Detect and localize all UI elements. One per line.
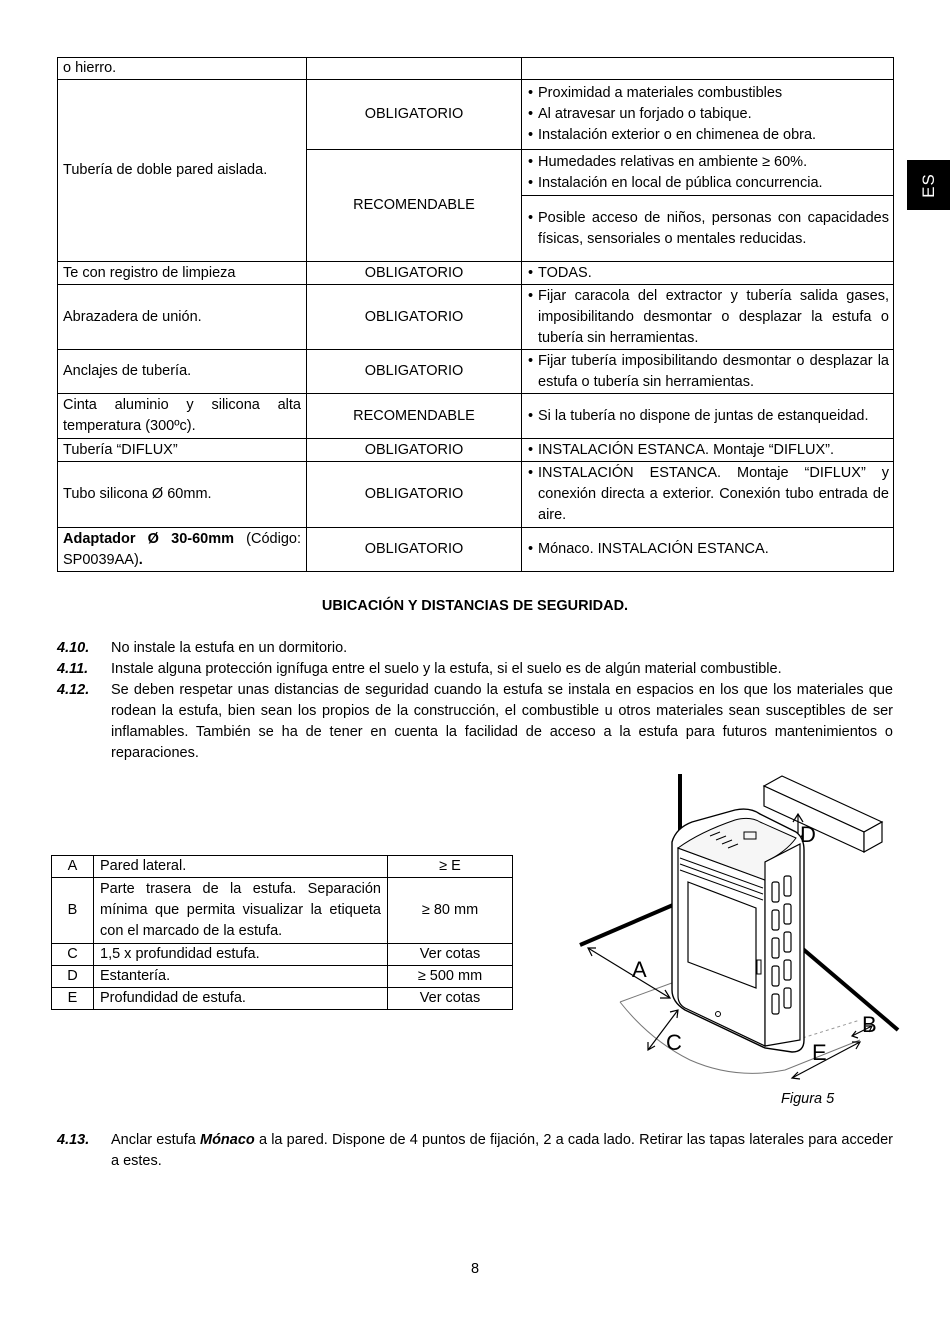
numbered-item	[57, 638, 893, 659]
label-e: E	[812, 1040, 827, 1065]
label-d: D	[800, 822, 816, 847]
table-row	[58, 80, 894, 150]
list-item: • INSTALACIÓN ESTANCA. Montaje “DIFLUX”.	[526, 440, 889, 461]
table-cell	[522, 262, 894, 285]
item-text: Se deben respetar unas distancias de seguridad cuando la estufa se instala en espacios en los que los materiales que rodean la estufa, bien sean los propios de la construcción, el combustible u otros materiales sean susceptibles de ser inflamables. También se ha de tener en cuenta la facilidad de acceso a la estufa para futuros mantenimientos o reparaciones.	[111, 682, 893, 761]
table-cell: OBLIGATORIO	[307, 462, 522, 528]
item-text-part: Anclar estufa	[111, 1132, 200, 1148]
list-item: • Mónaco. INSTALACIÓN ESTANCA.	[526, 539, 889, 560]
table-cell	[522, 439, 894, 462]
table-cell	[307, 58, 522, 80]
item-text: No instale la estufa en un dormitorio.	[111, 640, 348, 656]
model-name: Mónaco	[199, 1132, 255, 1148]
language-tab-label: ES	[919, 172, 938, 198]
table-cell	[58, 528, 307, 572]
stove-clearance-drawing	[560, 770, 900, 1090]
adapter-end: .	[138, 551, 143, 568]
table-cell	[522, 462, 894, 528]
adapter-name: Adaptador Ø 30-60mm	[63, 530, 234, 547]
table-row	[58, 350, 894, 394]
list-item: • TODAS.	[526, 263, 889, 284]
table-cell: Anclajes de tubería.	[58, 350, 307, 394]
page-number: 8	[470, 1261, 480, 1277]
section-title: UBICACIÓN Y DISTANCIAS DE SEGURIDAD.	[321, 598, 629, 614]
numbered-item	[57, 1130, 893, 1172]
table-cell: Ver cotas	[388, 944, 513, 966]
adapter-code: (Código: SP0039AA)	[63, 530, 301, 568]
table-cell: 1,5 x profundidad estufa.	[94, 944, 388, 966]
table-cell	[522, 196, 894, 262]
item-text: Instale alguna protección ignífuga entre el suelo y la estufa, si el suelo es de algún material combustible.	[111, 661, 782, 677]
table-row	[52, 878, 513, 944]
table-cell: Te con registro de limpieza	[58, 262, 307, 285]
table-cell: Cinta aluminio y silicona alta temperatura (300ºc).	[58, 394, 307, 439]
table-cell: Abrazadera de unión.	[58, 285, 307, 350]
table-cell	[522, 285, 894, 350]
table-row	[52, 944, 513, 966]
item-text-part: a la pared. Dispone de 4 puntos de fijación, 2 a cada lado. Retirar las tapas laterales para acceder a estes.	[111, 1132, 893, 1169]
table-cell: OBLIGATORIO	[307, 80, 522, 150]
table-cell: ≥ E	[388, 856, 513, 878]
table-cell: E	[52, 988, 94, 1010]
table-cell	[522, 394, 894, 439]
table-cell: Pared lateral.	[94, 856, 388, 878]
list-item: • Proximidad a materiales combustibles	[526, 83, 889, 104]
table-row	[58, 528, 894, 572]
list-item: • Fijar tubería imposibilitando desmontar o desplazar la estufa o tubería sin herramientas.	[526, 351, 889, 393]
table-cell: RECOMENDABLE	[307, 394, 522, 439]
item-number: 4.12.	[57, 682, 90, 698]
table-cell: Tubería de doble pared aislada.	[58, 80, 307, 262]
list-item: • Posible acceso de niños, personas con capacidades físicas, sensoriales o mentales reducidas.	[526, 208, 889, 250]
list-item: • Humedades relativas en ambiente ≥ 60%.	[526, 152, 889, 173]
table-cell: B	[52, 878, 94, 944]
table-cell: Tubo silicona Ø 60mm.	[58, 462, 307, 528]
item-number: 4.13.	[57, 1132, 90, 1148]
figure-caption: Figura 5	[781, 1091, 835, 1107]
table-row	[58, 439, 894, 462]
table-cell: Tubería “DIFLUX”	[58, 439, 307, 462]
table-cell: Profundidad de estufa.	[94, 988, 388, 1010]
table-cell: OBLIGATORIO	[307, 439, 522, 462]
table-row	[58, 285, 894, 350]
language-tab	[907, 160, 950, 210]
table-row	[52, 856, 513, 878]
label-b: B	[862, 1012, 877, 1037]
table-row	[58, 58, 894, 80]
numbered-item	[57, 659, 893, 680]
table-cell: o hierro.	[58, 58, 307, 80]
item-number: 4.10.	[57, 640, 90, 656]
table-cell: OBLIGATORIO	[307, 262, 522, 285]
list-item: • Fijar caracola del extractor y tubería salida gases, imposibilitando desmontar o desplazar la estufa o tubería sin herramientas.	[526, 286, 889, 349]
table-cell: OBLIGATORIO	[307, 285, 522, 350]
list-item: • Instalación exterior o en chimenea de obra.	[526, 125, 889, 146]
item-number: 4.11.	[57, 661, 89, 677]
table-cell: D	[52, 966, 94, 988]
item-text	[111, 1130, 893, 1172]
table-cell	[522, 528, 894, 572]
table-cell: OBLIGATORIO	[307, 528, 522, 572]
table-cell: A	[52, 856, 94, 878]
table-row	[58, 394, 894, 439]
table-cell: RECOMENDABLE	[307, 150, 522, 262]
requirements-table	[57, 57, 894, 572]
table-cell	[522, 80, 894, 150]
table-row	[52, 966, 513, 988]
list-item: • Si la tubería no dispone de juntas de estanqueidad.	[526, 406, 889, 427]
label-c: C	[666, 1030, 682, 1055]
list-item: • Al atravesar un forjado o tabique.	[526, 104, 889, 125]
table-cell: ≥ 80 mm	[388, 878, 513, 944]
table-row	[58, 462, 894, 528]
table-cell: Ver cotas	[388, 988, 513, 1010]
table-cell: Parte trasera de la estufa. Separación mínima que permita visualizar la etiqueta con el marcado de la estufa.	[94, 878, 388, 944]
numbered-item	[57, 680, 893, 764]
list-item: • Instalación en local de pública concurrencia.	[526, 173, 889, 194]
table-row	[58, 262, 894, 285]
table-cell	[522, 350, 894, 394]
table-cell: ≥ 500 mm	[388, 966, 513, 988]
distances-table	[51, 855, 513, 1010]
table-cell: C	[52, 944, 94, 966]
label-a: A	[632, 957, 647, 982]
table-cell: Estantería.	[94, 966, 388, 988]
table-row	[52, 988, 513, 1010]
table-cell: OBLIGATORIO	[307, 350, 522, 394]
stove-clearance-figure	[560, 770, 900, 1090]
table-cell	[522, 58, 894, 80]
table-cell	[522, 150, 894, 196]
list-item: • INSTALACIÓN ESTANCA. Montaje “DIFLUX” y conexión directa a exterior. Conexión tubo entrada de aire.	[526, 463, 889, 526]
